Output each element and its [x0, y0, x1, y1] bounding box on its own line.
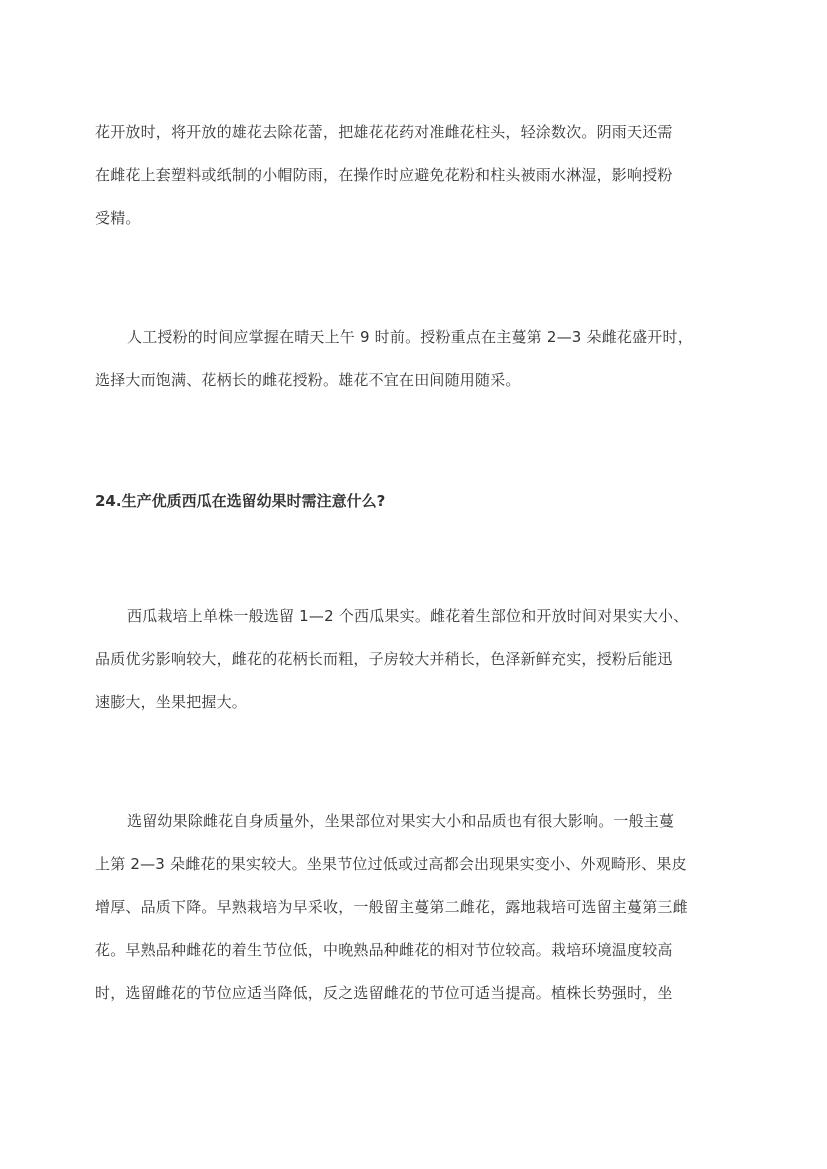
text-line: 西瓜栽培上单株一般选留 1—2 个西瓜果实。雌花着生部位和开放时间对果实大小、: [127, 607, 689, 625]
text-line: 在雌花上套塑料或纸制的小帽防雨，在操作时应避免花粉和柱头被雨水淋湿，影响授粉: [95, 166, 673, 184]
text-line: 选留幼果除雌花自身质量外，坐果部位对果实大小和品质也有很大影响。一般主蔓: [127, 812, 675, 830]
text-line: 花开放时，将开放的雄花去除花蕾，把雄花花药对准雌花柱头，轻涂数次。阴雨天还需: [95, 123, 673, 141]
text-line: 时，选留雌花的节位应适当降低，反之选留雌花的节位可适当提高。植株长势强时，坐: [95, 984, 673, 1002]
text-line: 增厚、品质下降。早熟栽培为早采收，一般留主蔓第二雌花，露地栽培可选留主蔓第三雌: [95, 898, 688, 916]
text-line: 人工授粉的时间应掌握在晴天上午 9 时前。授粉重点在主蔓第 2—3 朵雌花盛开时，: [127, 328, 693, 346]
text-line: 选择大而饱满、花柄长的雌花授粉。雄花不宜在田间随用随采。: [95, 371, 521, 389]
paragraph-artificial-pollination-method: [95, 111, 735, 240]
paragraph-fruit-setting-position: [95, 800, 735, 1015]
text-line: 速膨大，坐果把握大。: [95, 693, 248, 711]
text-line: 花。早熟品种雌花的着生节位低，中晚熟品种雌花的相对节位较高。栽培环境温度较高: [95, 941, 673, 959]
section-heading: 24.生产优质西瓜在选留幼果时需注意什么?: [95, 492, 386, 510]
paragraph-fruit-selection: [95, 595, 735, 724]
text-line: 上第 2—3 朵雌花的果实较大。坐果节位过低或过高都会出现果实变小、外观畸形、果皮: [95, 855, 687, 873]
text-line: 受精。: [95, 209, 141, 227]
text-line: 品质优劣影响较大，雌花的花柄长而粗，子房较大并稍长，色泽新鲜充实，授粉后能迅: [95, 650, 673, 668]
paragraph-pollination-timing: [95, 316, 735, 402]
